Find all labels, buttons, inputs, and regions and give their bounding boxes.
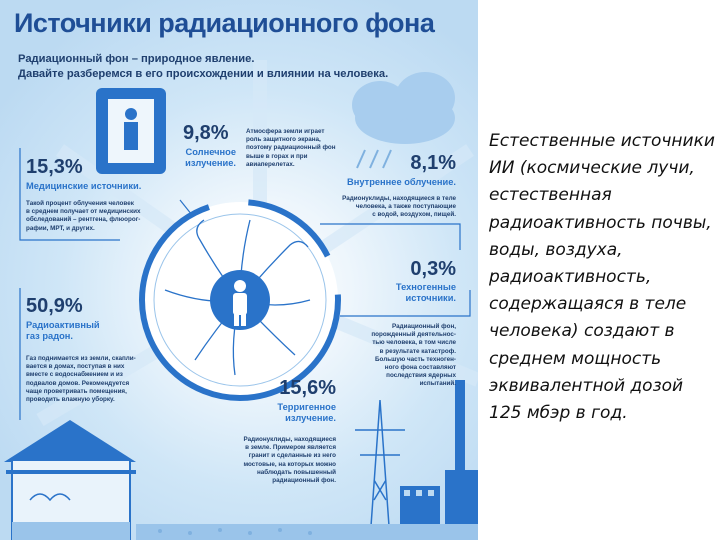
- solar-text: [246, 128, 356, 169]
- xray-cabinet-icon: [96, 88, 166, 174]
- solar-text-line: Атмосфера земли играет: [246, 128, 325, 135]
- technogenic-text-line: испытаний.: [419, 380, 456, 388]
- medical-percent: 15,3%: [26, 156, 83, 178]
- subtitle-line-1: Радиационный фон – природное явление.: [18, 53, 255, 65]
- radon-label-line: Радиоактивный: [26, 320, 100, 330]
- technogenic-label-line: Техногенные: [395, 282, 456, 292]
- terrigenic-percent: 15,6%: [279, 377, 336, 399]
- internal-label: Внутреннее облучение.: [347, 177, 456, 187]
- technogenic-text-line: Большую часть техноген-: [374, 355, 456, 363]
- technogenic-percent: 0,3%: [410, 258, 456, 280]
- radon-text-line: вается в домах, поступая в них: [26, 363, 125, 371]
- internal-text-line: с водой, воздухом, пищей.: [372, 211, 456, 219]
- internal-text-line: человека, а также поступающие: [355, 203, 456, 211]
- terrigenic-text-line: наблюдать повышенный: [256, 468, 336, 476]
- radon-label: [26, 320, 146, 342]
- power-tower-icon: [355, 400, 405, 540]
- technogenic-text-line: последствия ядерных: [386, 372, 456, 380]
- solar-label-line: излучение.: [185, 158, 236, 168]
- internal-text-line: Радионуклиды, находящиеся в теле: [342, 195, 456, 202]
- radon-text-line: подвалов домов. Рекомендуется: [26, 379, 130, 387]
- subtitle-line-2: Давайте разберемся в его происхождении и влиянии на человека.: [18, 68, 389, 80]
- internal-text: [318, 195, 456, 220]
- house-icon: [4, 420, 136, 540]
- solar-label: [170, 147, 236, 169]
- solar-text-line: поэтому радиационный фон: [246, 144, 336, 152]
- terrigenic-label-line: излучение.: [285, 413, 336, 423]
- medical-text-line: рафии, МРТ, и других.: [26, 224, 95, 232]
- solar-text-line: авиаперелетах.: [246, 160, 295, 168]
- radon-text-line: чаще проветривать помещения,: [26, 387, 127, 395]
- radon-text-line: вместе с водоснабжением и из: [26, 371, 123, 379]
- solar-percent: 9,8%: [183, 122, 229, 144]
- technogenic-text: [350, 323, 456, 389]
- slide-body-text: Естественные источники ИИ (космические лучи, естественная радиоактивность почвы, воды, воздуха, радиоактивность, содержащаяся в теле человека) создают в среднем мощность эквивалентной дозой 125 мбэр в год.: [489, 131, 715, 424]
- terrigenic-text-line: Радионуклиды, находящиеся: [243, 436, 336, 443]
- medical-text-line: Такой процент облучения человек: [26, 200, 134, 207]
- medical-text-line: в среднем получает от медицинских: [26, 208, 141, 216]
- poster-subtitle: [18, 52, 458, 82]
- technogenic-label-line: источники.: [405, 293, 456, 303]
- medical-text-line: обследований – рентгена, флюорог-: [26, 216, 141, 224]
- technogenic-text-line: Радиационный фон,: [391, 323, 456, 330]
- factory-icon: [400, 380, 478, 540]
- terrigenic-text: [216, 436, 336, 485]
- technogenic-text-line: тью человека, в том числе: [372, 339, 456, 347]
- terrigenic-label: [236, 402, 336, 424]
- terrigenic-text-line: гранит и сделанные из него: [248, 452, 336, 460]
- technogenic-text-line: в результате катастроф.: [379, 347, 456, 355]
- terrigenic-label-line: Терригенное: [277, 402, 336, 412]
- radon-text-line: проводить влажную уборку.: [26, 396, 115, 404]
- radon-text: [26, 355, 176, 404]
- solar-label-line: Солнечное: [185, 147, 236, 157]
- poster-title: Источники радиационного фона: [14, 8, 435, 38]
- medical-text: [26, 200, 176, 233]
- terrigenic-text-line: мостовые, на которых можно: [243, 460, 336, 468]
- radon-text-line: Газ поднимается из земли, скапли-: [26, 355, 136, 362]
- terrigenic-text-line: в земле. Примером является: [245, 444, 336, 452]
- solar-text-line: выше в горах и при: [246, 152, 308, 160]
- solar-text-line: роль защитного экрана,: [246, 136, 321, 144]
- internal-percent: 8,1%: [410, 152, 456, 174]
- terrigenic-text-line: радиационный фон.: [272, 477, 336, 485]
- technogenic-text-line: ного фона составляют: [384, 364, 456, 372]
- technogenic-label: [356, 282, 456, 304]
- radon-percent: 50,9%: [26, 295, 83, 317]
- radon-label-line: газ радон.: [26, 331, 73, 341]
- ground-strip: [136, 524, 478, 540]
- technogenic-text-line: порожденный деятельнос-: [371, 331, 456, 339]
- medical-label: Медицинские источники.: [26, 181, 142, 191]
